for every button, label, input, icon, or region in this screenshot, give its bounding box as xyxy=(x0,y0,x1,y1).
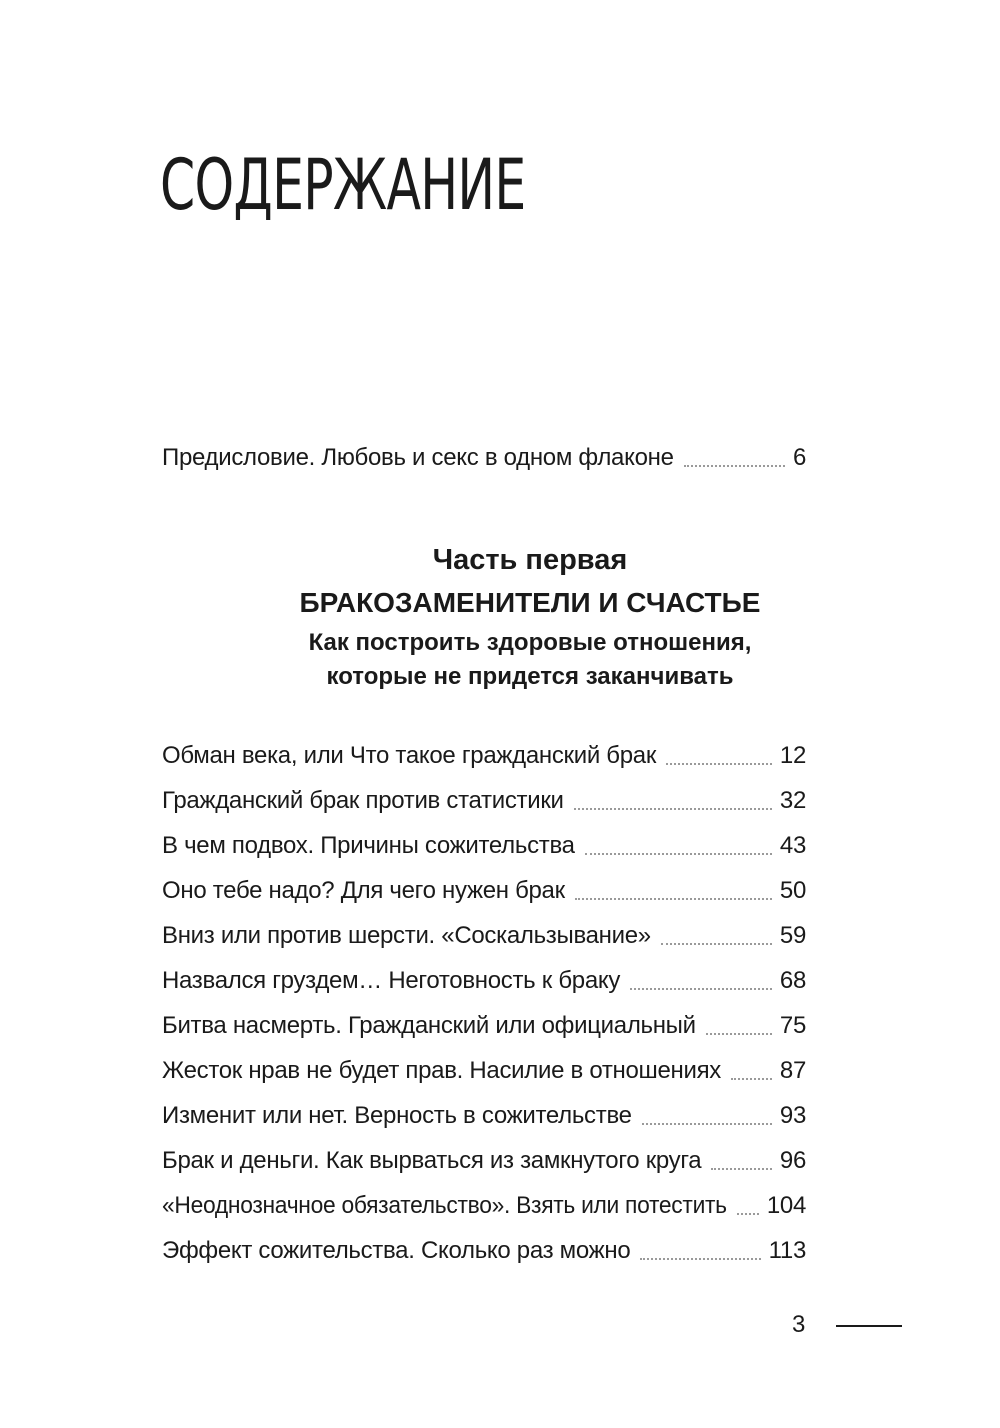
toc-entry xyxy=(162,1098,806,1134)
toc-entry-page: 113 xyxy=(768,1237,806,1264)
toc-entry-page: 75 xyxy=(779,1012,806,1039)
toc-entry xyxy=(162,963,806,999)
toc-entry-page: 93 xyxy=(779,1102,806,1129)
dot-leader xyxy=(585,853,772,855)
part-subtitle-line-2: которые не придется заканчивать xyxy=(326,663,734,690)
toc-entry-page: 43 xyxy=(779,832,806,859)
toc-entry-title: Гражданский брак против статистики xyxy=(162,787,564,814)
dot-leader xyxy=(666,763,772,765)
toc-entry-title: Эффект сожительства. Сколько раз можно xyxy=(162,1237,631,1264)
folio-rule xyxy=(836,1325,902,1327)
dot-leader xyxy=(642,1123,772,1125)
dot-leader xyxy=(711,1168,772,1170)
toc-entry-page: 32 xyxy=(779,787,806,814)
toc-entry-title: Обман века, или Что такое гражданский брак xyxy=(162,742,657,769)
page-title: СОДЕРЖАНИЕ xyxy=(160,144,526,226)
toc-entry-page: 87 xyxy=(779,1057,806,1084)
dot-leader xyxy=(737,1213,759,1215)
toc-entry xyxy=(162,1143,806,1179)
part-heading xyxy=(0,540,1000,694)
page-number: 3 xyxy=(792,1311,806,1338)
dot-leader xyxy=(574,808,772,810)
toc-entry-page: 96 xyxy=(779,1147,806,1174)
toc-entry-title: Брак и деньги. Как вырваться из замкнутого круга xyxy=(162,1147,702,1174)
toc-entry-title: В чем подвох. Причины сожительства xyxy=(162,832,575,859)
toc-entry-title: Оно тебе надо? Для чего нужен брак xyxy=(162,877,565,904)
toc-entry-page: 104 xyxy=(766,1192,806,1219)
toc-entry xyxy=(162,1053,806,1089)
toc-entry xyxy=(162,918,806,954)
toc-entry-page: 12 xyxy=(779,742,806,769)
toc-entry xyxy=(162,873,806,909)
toc-entry-title: Битва насмерть. Гражданский или официальный xyxy=(162,1012,696,1039)
dot-leader xyxy=(731,1078,772,1080)
dot-leader xyxy=(575,898,772,900)
toc-entry xyxy=(162,828,806,864)
part-label: Часть первая xyxy=(432,544,628,576)
dot-leader xyxy=(684,465,785,467)
part-name: БРАКОЗАМЕНИТЕЛИ И СЧАСТЬЕ xyxy=(299,587,761,618)
toc-entry-page: 50 xyxy=(779,877,806,904)
dot-leader xyxy=(706,1033,772,1035)
toc-entry-page: 6 xyxy=(792,444,806,471)
toc-entry-title: Вниз или против шерсти. «Соскальзывание» xyxy=(162,922,651,949)
toc-entry xyxy=(162,1188,806,1224)
toc-entry xyxy=(162,783,806,819)
toc-entry-title: Изменит или нет. Верность в сожительстве xyxy=(162,1102,632,1129)
dot-leader xyxy=(630,988,772,990)
toc-entry-page: 68 xyxy=(779,967,806,994)
toc-entry xyxy=(162,1008,806,1044)
part-subtitle-line-1: Как построить здоровые отношения, xyxy=(308,629,752,656)
toc-entry-preface xyxy=(162,440,806,476)
toc-entry-title: Предисловие. Любовь и секс в одном флаконе xyxy=(162,444,674,471)
dot-leader xyxy=(661,943,772,945)
toc-entry-title: Жесток нрав не будет прав. Насилие в отношениях xyxy=(162,1057,722,1084)
toc-entry xyxy=(162,738,806,774)
toc-entry-page: 59 xyxy=(779,922,806,949)
toc-entry xyxy=(162,1233,806,1269)
toc-entry-title: Назвался груздем… Неготовность к браку xyxy=(162,967,621,994)
toc-entry-title: «Неоднозначное обязательство». Взять или потестить xyxy=(162,1192,727,1219)
dot-leader xyxy=(640,1258,760,1260)
